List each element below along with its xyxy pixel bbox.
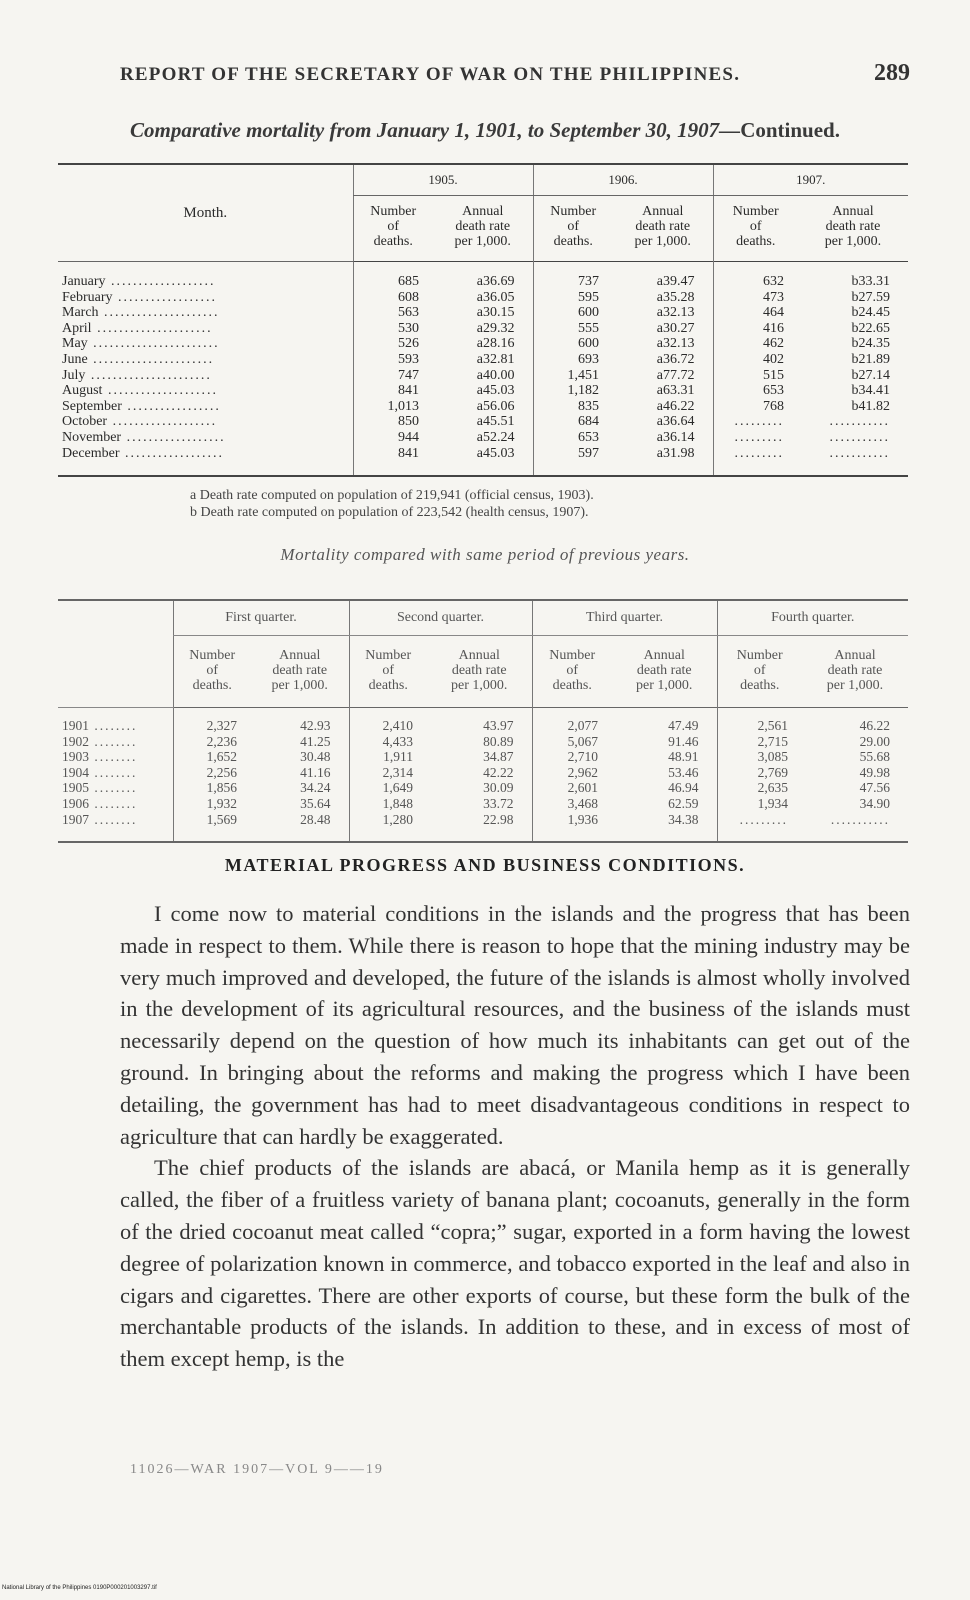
deaths-cell: 653 <box>533 430 613 446</box>
deaths-cell: 5,067 <box>532 734 612 750</box>
leader-dots: ........ <box>89 718 138 733</box>
deaths-cell: 737 <box>533 262 613 290</box>
month-cell: December .................. <box>62 445 225 461</box>
leader-dots: ..................... <box>98 305 220 321</box>
rate-cell: 34.38 <box>668 811 699 827</box>
deaths-cell: 653 <box>713 383 798 399</box>
deaths-cell: 747 <box>353 368 433 384</box>
table-row <box>58 368 908 384</box>
deaths-cell: 1,911 <box>349 749 427 765</box>
rate-cell: b27.14 <box>851 367 890 383</box>
quarter-header: Second quarter. <box>349 600 532 636</box>
death-rate-header: Annual death rate per 1,000. <box>826 648 884 693</box>
rate-cell: a28.16 <box>476 336 515 352</box>
paragraph: The chief products of the islands are abacá, or Manila hemp as it is generally called, the fiber of a fruitless variety of banana plant; cocoanuts, generally in the form of the dried cocoanut meat called “copra;” sugar, exported in a form having the lowest degree of polarization known in commerce, and tobacco exported in the leaf and also in cigars and cigarettes. There are other exports of course, but these form the bulk of the merchantable products of the islands. In addition to these, and in excess of most of them except hemp, is the <box>120 1155 910 1372</box>
rate-cell: b24.45 <box>851 305 890 321</box>
deaths-cell: 402 <box>713 352 798 368</box>
empty-cell: ........... <box>829 429 890 445</box>
table1-caption: Comparative mortality from January 1, 1901, to September 30, 1907—Continued. <box>130 118 840 142</box>
year-header: 1905. <box>353 164 533 196</box>
deaths-cell: 416 <box>713 321 798 337</box>
rate-cell: 46.22 <box>859 718 890 733</box>
rate-cell: b41.82 <box>851 398 890 414</box>
leader-dots: ........ <box>89 749 138 765</box>
table-row <box>58 734 908 750</box>
number-of-deaths-header: Number of deaths. <box>349 636 427 708</box>
deaths-cell: 1,934 <box>717 796 802 812</box>
page-number: 289 <box>874 60 910 86</box>
month-cell: November .................. <box>62 429 226 445</box>
deaths-cell: 1,652 <box>173 749 251 765</box>
deaths-cell: 3,085 <box>717 749 802 765</box>
number-of-deaths-header: Number of deaths. <box>533 196 613 262</box>
rate-cell: 80.89 <box>483 733 514 749</box>
deaths-cell: 593 <box>353 352 433 368</box>
number-of-deaths-header: Number of deaths. <box>717 636 802 708</box>
deaths-cell: 2,314 <box>349 765 427 781</box>
deaths-cell: 1,451 <box>533 368 613 384</box>
table-row <box>58 262 908 290</box>
rate-cell: 43.97 <box>483 718 514 733</box>
rate-cell: a39.47 <box>656 274 695 289</box>
deaths-cell: 1,936 <box>532 812 612 843</box>
empty-cell: ......... <box>713 446 798 477</box>
rate-cell: a32.81 <box>476 351 515 367</box>
table-row <box>58 765 908 781</box>
table2-subheader-row <box>58 636 908 708</box>
deaths-cell: 2,561 <box>717 708 802 734</box>
year-header: 1907. <box>713 164 908 196</box>
deaths-cell: 526 <box>353 336 433 352</box>
deaths-cell: 2,635 <box>717 780 802 796</box>
leader-dots: ..................... <box>91 320 213 336</box>
table-row <box>58 352 908 368</box>
leader-dots: .................. <box>112 289 218 305</box>
rate-cell: a45.03 <box>476 445 515 461</box>
death-rate-header: Annual death rate per 1,000. <box>636 648 693 693</box>
rate-cell: b21.89 <box>851 351 890 367</box>
quarterly-mortality-table <box>58 599 908 843</box>
rate-cell: 46.94 <box>668 780 699 796</box>
deaths-cell: 1,856 <box>173 780 251 796</box>
month-cell: February .................. <box>62 289 218 305</box>
deaths-cell: 768 <box>713 399 798 415</box>
deaths-cell: 595 <box>533 290 613 306</box>
table-row <box>58 414 908 430</box>
rate-cell: 28.48 <box>300 811 331 827</box>
table-row <box>58 290 908 306</box>
rate-cell: a31.98 <box>656 445 695 461</box>
leader-dots: .................... <box>102 383 218 399</box>
footnote-b: b Death rate computed on population of 223,542 (health census, 1907). <box>190 505 589 520</box>
empty-cell: ......... <box>713 414 798 430</box>
deaths-cell: 4,433 <box>349 734 427 750</box>
death-rate-header: Annual death rate per 1,000. <box>271 648 328 693</box>
rate-cell: 91.46 <box>668 733 699 749</box>
deaths-cell: 2,710 <box>532 749 612 765</box>
year-cell: 1904 ........ <box>62 764 138 780</box>
table2-caption: Mortality compared with same period of previous years. <box>280 545 690 564</box>
month-cell: August .................... <box>62 383 218 399</box>
table-row <box>58 446 908 477</box>
paragraph: I come now to material conditions in the islands and the progress that has been made in respect to them. While there is reason to hope that the mining industry may be very much improved and developed, the future of the islands is almost wholly involved in the development of its agricultural resources, and the business of the islands must necessarily depend on the question of how much its inhabitants can get out of the ground. In bringing about the reforms and making the progress which I have been detailing, the government has had to meet disadvantageous conditions in respect to agriculture that can hardly be exaggerated. <box>120 901 910 1149</box>
leader-dots: .................. <box>121 429 226 445</box>
month-cell: May ....................... <box>62 336 220 352</box>
rate-cell: a36.05 <box>476 289 515 305</box>
month-cell: October ................... <box>62 414 218 430</box>
rate-cell: 41.25 <box>300 733 331 749</box>
rate-cell: 41.16 <box>300 764 331 780</box>
leader-dots: ................... <box>105 274 216 289</box>
rate-cell: b27.59 <box>851 289 890 305</box>
deaths-cell: 2,077 <box>532 708 612 734</box>
deaths-cell: 608 <box>353 290 433 306</box>
rate-cell: a40.00 <box>476 367 515 383</box>
empty-cell: ......... <box>713 430 798 446</box>
table-row <box>58 812 908 843</box>
month-cell: January ................... <box>62 274 216 289</box>
month-header: Month. <box>58 164 353 262</box>
deaths-cell: 2,715 <box>717 734 802 750</box>
header-title: REPORT OF THE SECRETARY OF WAR ON THE PHILIPPINES. <box>120 64 741 85</box>
leader-dots: ........ <box>89 764 138 780</box>
table-row <box>58 336 908 352</box>
rate-cell: a45.51 <box>476 414 515 430</box>
empty-cell: ......... <box>717 812 802 843</box>
year-header: 1906. <box>533 164 713 196</box>
deaths-cell: 2,256 <box>173 765 251 781</box>
deaths-cell: 2,962 <box>532 765 612 781</box>
rate-cell: 30.09 <box>483 780 514 796</box>
rate-cell: a36.69 <box>476 274 515 289</box>
rate-cell: a30.15 <box>476 305 515 321</box>
deaths-cell: 1,013 <box>353 399 433 415</box>
deaths-cell: 2,327 <box>173 708 251 734</box>
deaths-cell: 464 <box>713 305 798 321</box>
deaths-cell: 473 <box>713 290 798 306</box>
deaths-cell: 3,468 <box>532 796 612 812</box>
number-of-deaths-header: Number of deaths. <box>713 196 798 262</box>
year-cell: 1902 ........ <box>62 733 138 749</box>
rate-cell: b34.41 <box>851 383 890 399</box>
deaths-cell: 944 <box>353 430 433 446</box>
deaths-cell: 462 <box>713 336 798 352</box>
rate-cell: a30.27 <box>656 320 695 336</box>
rate-cell: a36.72 <box>656 351 695 367</box>
rate-cell: 48.91 <box>668 749 699 765</box>
rate-cell: 34.24 <box>300 780 331 796</box>
quarter-header: Third quarter. <box>532 600 717 636</box>
deaths-cell: 515 <box>713 368 798 384</box>
table-row <box>58 305 908 321</box>
deaths-cell: 835 <box>533 399 613 415</box>
empty-cell: ........... <box>829 414 890 430</box>
rate-cell: a36.14 <box>656 429 695 445</box>
rate-cell: 62.59 <box>668 795 699 811</box>
number-of-deaths-header: Number of deaths. <box>532 636 612 708</box>
deaths-cell: 685 <box>353 262 433 290</box>
deaths-cell: 555 <box>533 321 613 337</box>
rate-cell: 47.49 <box>668 718 699 733</box>
table1-body <box>58 262 908 477</box>
leader-dots: ........ <box>89 780 138 796</box>
rate-cell: 30.48 <box>300 749 331 765</box>
table-row <box>58 708 908 734</box>
table-row <box>58 780 908 796</box>
deaths-cell: 1,280 <box>349 812 427 843</box>
death-rate-header: Annual death rate per 1,000. <box>824 204 882 249</box>
deaths-cell: 1,649 <box>349 780 427 796</box>
table-row <box>58 399 908 415</box>
month-cell: July ...................... <box>62 367 212 383</box>
deaths-cell: 1,932 <box>173 796 251 812</box>
deaths-cell: 684 <box>533 414 613 430</box>
leader-dots: ....................... <box>87 336 220 352</box>
rate-cell: 55.68 <box>859 749 890 765</box>
table2-body <box>58 708 908 843</box>
empty-cell: ........... <box>829 445 890 461</box>
rate-cell: a45.03 <box>476 383 515 399</box>
rate-cell: a36.64 <box>656 414 695 430</box>
leader-dots: ........ <box>89 733 138 749</box>
deaths-cell: 1,848 <box>349 796 427 812</box>
deaths-cell: 841 <box>353 383 433 399</box>
month-cell: September ................. <box>62 398 221 414</box>
leader-dots: ...................... <box>85 367 212 383</box>
rate-cell: 35.64 <box>300 795 331 811</box>
year-header-blank <box>58 600 173 708</box>
quarter-header: Fourth quarter. <box>717 600 908 636</box>
rate-cell: 42.93 <box>300 718 331 733</box>
rate-cell: a46.22 <box>656 398 695 414</box>
mortality-by-month-table <box>58 163 908 477</box>
leader-dots: ........ <box>89 811 138 827</box>
rate-cell: a32.13 <box>656 305 695 321</box>
rate-cell: 42.22 <box>483 764 514 780</box>
rate-cell: a77.72 <box>656 367 695 383</box>
deaths-cell: 600 <box>533 305 613 321</box>
table-row <box>58 383 908 399</box>
month-cell: March ..................... <box>62 305 220 321</box>
footnote-a: a Death rate computed on population of 219,941 (official census, 1903). <box>190 488 594 503</box>
section-title: MATERIAL PROGRESS AND BUSINESS CONDITIONS. <box>224 855 746 875</box>
deaths-cell: 1,569 <box>173 812 251 843</box>
leader-dots: .................. <box>119 445 225 461</box>
death-rate-header: Annual death rate per 1,000. <box>451 648 508 693</box>
deaths-cell: 693 <box>533 352 613 368</box>
table-row <box>58 749 908 765</box>
rate-cell: a35.28 <box>656 289 695 305</box>
empty-cell: ........... <box>830 811 890 827</box>
deaths-cell: 563 <box>353 305 433 321</box>
table-row <box>58 796 908 812</box>
number-of-deaths-header: Number of deaths. <box>173 636 251 708</box>
table-row <box>58 321 908 337</box>
year-cell: 1906 ........ <box>62 795 138 811</box>
rate-cell: b33.31 <box>851 274 890 289</box>
rate-cell: b24.35 <box>851 336 890 352</box>
deaths-cell: 1,182 <box>533 383 613 399</box>
body-text <box>120 898 910 1375</box>
rate-cell: 34.90 <box>859 795 890 811</box>
deaths-cell: 2,769 <box>717 765 802 781</box>
year-cell: 1905 ........ <box>62 780 138 796</box>
death-rate-header: Annual death rate per 1,000. <box>634 204 691 249</box>
rate-cell: 34.87 <box>483 749 514 765</box>
year-cell: 1907 ........ <box>62 811 138 827</box>
rate-cell: a56.06 <box>476 398 515 414</box>
deaths-cell: 850 <box>353 414 433 430</box>
table-row <box>58 430 908 446</box>
rate-cell: a63.31 <box>656 383 695 399</box>
rate-cell: 49.98 <box>859 764 890 780</box>
rate-cell: a32.13 <box>656 336 695 352</box>
rate-cell: a52.24 <box>476 429 515 445</box>
year-cell: 1903 ........ <box>62 749 138 765</box>
rate-cell: 22.98 <box>483 811 514 827</box>
number-of-deaths-header: Number of deaths. <box>353 196 433 262</box>
leader-dots: ................... <box>107 414 218 430</box>
year-cell: 1901 ........ <box>62 718 138 733</box>
rate-cell: 47.56 <box>859 780 890 796</box>
deaths-cell: 2,410 <box>349 708 427 734</box>
leader-dots: ........ <box>89 795 138 811</box>
rate-cell: a29.32 <box>476 320 515 336</box>
rate-cell: 53.46 <box>668 764 699 780</box>
printer-signature: 11026—WAR 1907—VOL 9——19 <box>130 1462 384 1477</box>
deaths-cell: 530 <box>353 321 433 337</box>
rate-cell: 33.72 <box>483 795 514 811</box>
leader-dots: ...................... <box>87 351 215 367</box>
death-rate-header: Annual death rate per 1,000. <box>454 204 511 249</box>
caption-continued: Continued. <box>740 118 840 142</box>
deaths-cell: 632 <box>713 262 798 290</box>
leader-dots: ................. <box>121 398 221 414</box>
scan-credit: National Library of the Philippines 0190P000201003297.tif <box>2 1585 157 1591</box>
deaths-cell: 841 <box>353 446 433 477</box>
running-header <box>120 60 910 86</box>
rate-cell: b22.65 <box>851 320 890 336</box>
deaths-cell: 597 <box>533 446 613 477</box>
deaths-cell: 2,601 <box>532 780 612 796</box>
deaths-cell: 600 <box>533 336 613 352</box>
quarter-header: First quarter. <box>173 600 349 636</box>
month-cell: June ...................... <box>62 351 215 367</box>
rate-cell: 29.00 <box>859 733 890 749</box>
deaths-cell: 2,236 <box>173 734 251 750</box>
month-cell: April ..................... <box>62 320 213 336</box>
